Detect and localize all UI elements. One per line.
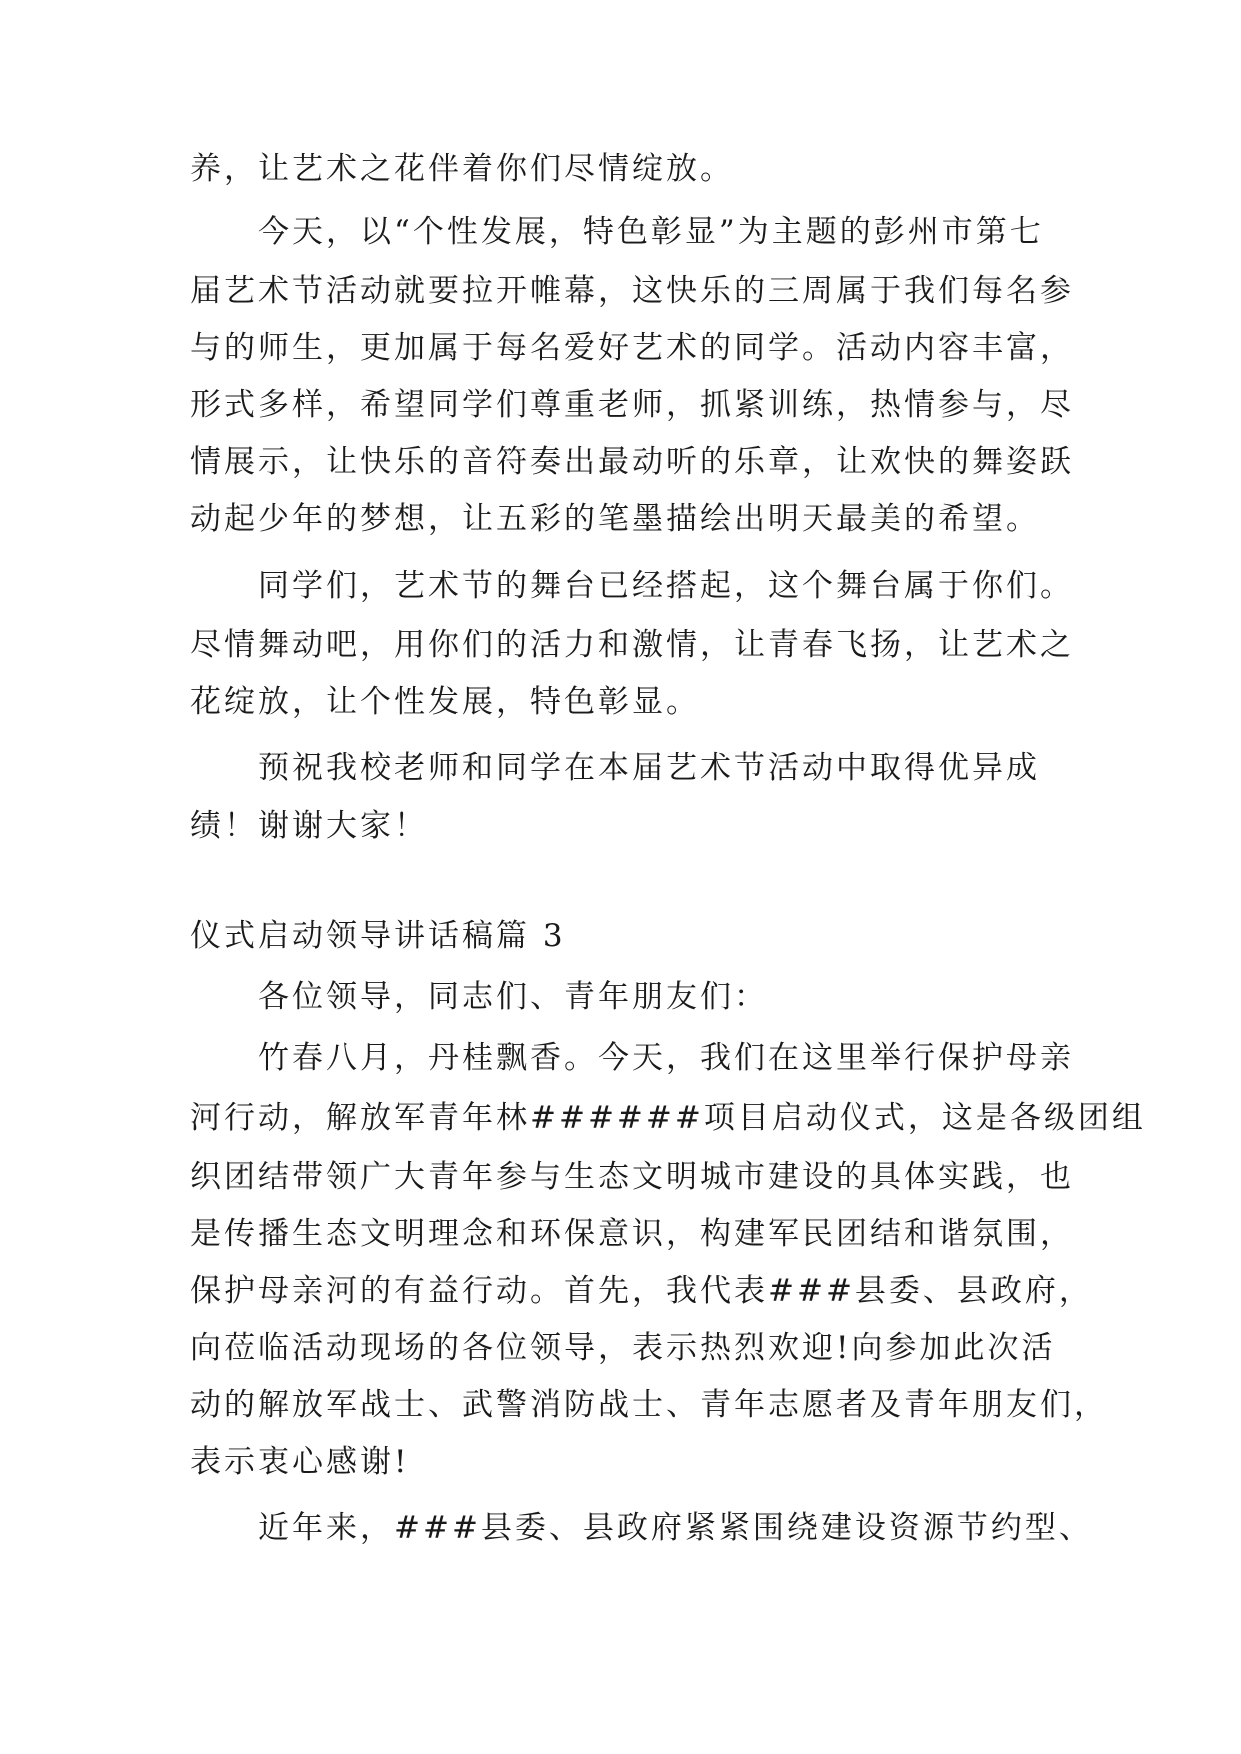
paragraph-start-line: 预祝我校老师和同学在本届艺术节活动中取得优异成 [190, 750, 1040, 786]
text-line: 绩！谢谢大家！ [190, 808, 428, 844]
text-line: 尽情舞动吧，用你们的活力和激情，让青春飞扬，让艺术之 [190, 627, 1074, 663]
text-line: 保护母亲河的有益行动。首先，我代表###县委、县政府， [190, 1273, 1093, 1309]
text-line: 向莅临活动现场的各位领导，表示热烈欢迎!向参加此次活 [190, 1330, 1056, 1366]
paragraph-start-line: 同学们，艺术节的舞台已经搭起，这个舞台属于你们。 [190, 568, 1074, 604]
text-line: 情展示，让快乐的音符奏出最动听的乐章，让欢快的舞姿跃 [190, 444, 1074, 480]
text-line: 河行动，解放军青年林######项目启动仪式，这是各级团组 [190, 1100, 1146, 1136]
paragraph-start-line: 今天，以“个性发展，特色彰显”为主题的彭州市第七 [190, 214, 1044, 250]
section-heading: 仪式启动领导讲话稿篇 3 [190, 918, 566, 954]
text-line: 花绽放，让个性发展，特色彰显。 [190, 684, 700, 720]
text-line: 届艺术节活动就要拉开帷幕，这快乐的三周属于我们每名参 [190, 273, 1074, 309]
text-line: 动起少年的梦想，让五彩的笔墨描绘出明天最美的希望。 [190, 501, 1040, 537]
text-line: 织团结带领广大青年参与生态文明城市建设的具体实践，也 [190, 1159, 1074, 1195]
paragraph-start-line: 竹春八月，丹桂飘香。今天，我们在这里举行保护母亲 [190, 1040, 1074, 1076]
text-line: 表示衷心感谢! [190, 1444, 410, 1480]
text-line: 养，让艺术之花伴着你们尽情绽放。 [190, 151, 734, 187]
text-line: 动的解放军战士、武警消防战士、青年志愿者及青年朋友们， [190, 1387, 1108, 1423]
salutation-line: 各位领导，同志们、青年朋友们： [190, 979, 768, 1015]
paragraph-start-line: 近年来，###县委、县政府紧紧围绕建设资源节约型、 [190, 1510, 1093, 1546]
text-line: 与的师生，更加属于每名爱好艺术的同学。活动内容丰富， [190, 330, 1074, 366]
text-line: 形式多样，希望同学们尊重老师，抓紧训练，热情参与，尽 [190, 387, 1074, 423]
text-line: 是传播生态文明理念和环保意识，构建军民团结和谐氛围， [190, 1216, 1074, 1252]
